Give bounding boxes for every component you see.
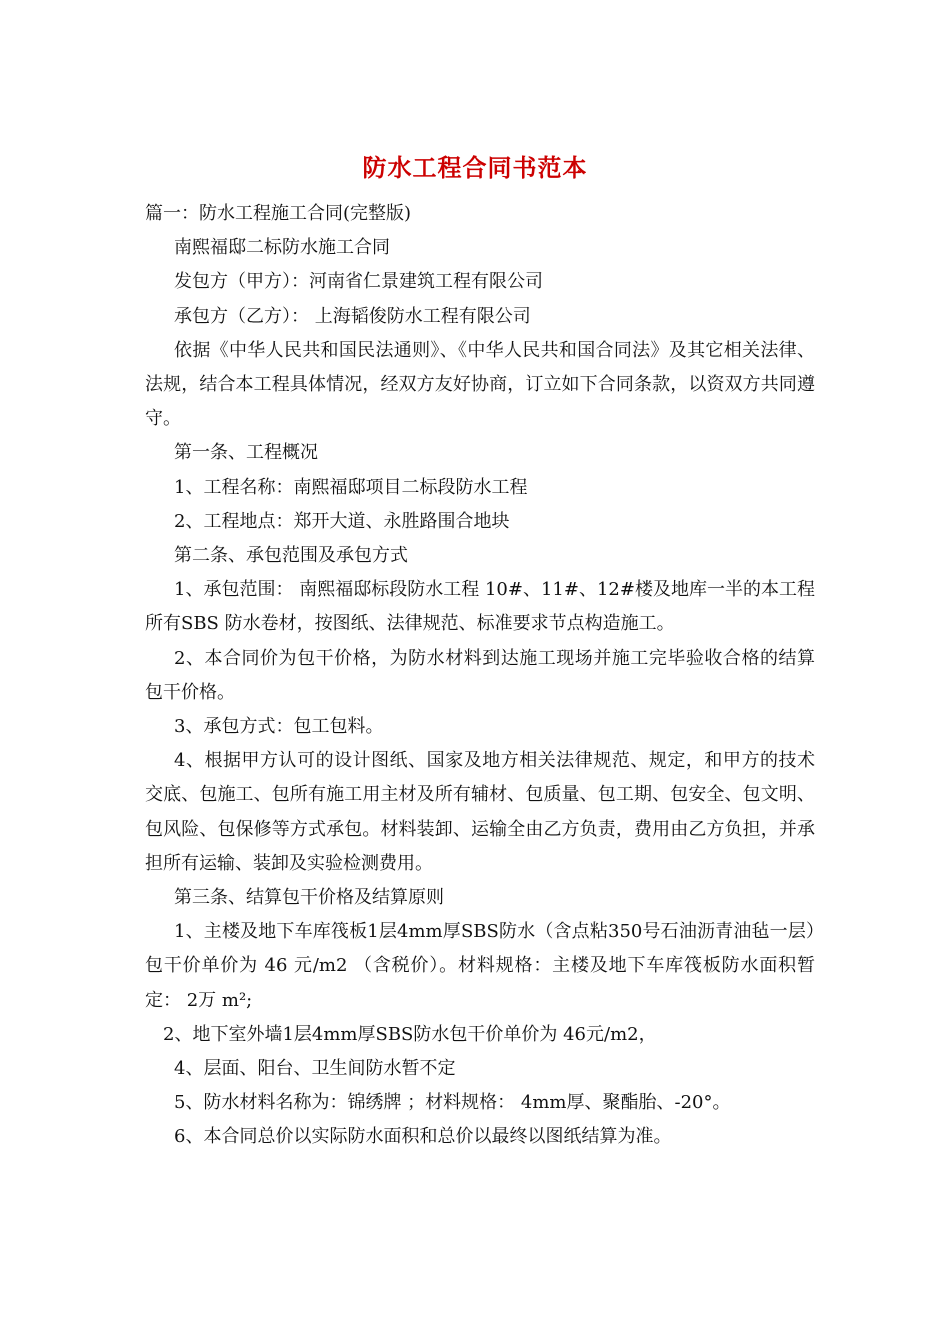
article3-item5: 5、防水材料名称为：锦绣牌 ；材料规格： 4mm厚、聚酯胎、-20°。 xyxy=(174,1092,731,1114)
article2-item1: 1、承包范围： 南熙福邸标段防水工程 10#、11#、12#楼及地库一半的本工程所有SBS 防水卷材，按图纸、法律规范、标准要求节点构造施工。 xyxy=(145,579,815,635)
article3-item1: 1、主楼及地下车库筏板1层4mm厚SBS防水（含点粘350号石油沥青油毡一层）包干价单价为 46 元/m2 （含税价）。材料规格：主楼及地下车库筏板防水面积暂定： 2万 m²; xyxy=(145,921,815,1011)
article1-item2: 2、工程地点：郑开大道、永胜路围合地块 xyxy=(174,510,510,532)
article1-heading: 第一条、工程概况 xyxy=(174,442,318,464)
party-b: 承包方（乙方）： 上海韬俊防水工程有限公司 xyxy=(174,305,531,327)
article2-item3: 3、承包方式：包工包料。 xyxy=(174,716,384,738)
article2-item2: 2、本合同价为包干价格，为防水材料到达施工现场并施工完毕验收合格的结算包干价格。 xyxy=(145,647,815,703)
contract-name: 南熙福邸二标防水施工合同 xyxy=(174,237,390,259)
article3-item4: 4、层面、阳台、卫生间防水暂不定 xyxy=(174,1058,456,1080)
article1-item1: 1、工程名称：南熙福邸项目二标段防水工程 xyxy=(174,476,528,498)
article3-heading: 第三条、结算包干价格及结算原则 xyxy=(174,887,444,909)
article2-heading: 第二条、承包范围及承包方式 xyxy=(174,545,408,567)
section-heading: 篇一：防水工程施工合同(完整版) xyxy=(145,203,412,224)
party-a: 发包方（甲方）：河南省仁景建筑工程有限公司 xyxy=(174,271,543,293)
article2-item4: 4、根据甲方认可的设计图纸、国家及地方相关法律规范、规定，和甲方的技术交底、包施工、包所有施工用主材及所有辅材、包质量、包工期、包安全、包文明、包风险、包保修等方式承包。材料装卸、运输全由乙方负责，费用由乙方负担，并承担所有运输、装卸及实验检测费用。 xyxy=(145,750,815,874)
preamble-paragraph: 依据《中华人民共和国民法通则》、《中华人民共和国合同法》及其它相关法律、法规，结合本工程具体情况，经双方友好协商，订立如下合同条款，以资双方共同遵守。 xyxy=(145,339,815,430)
document-body xyxy=(145,197,815,1155)
article3-item2: 2、地下室外墙1层4mm厚SBS防水包干价单价为 46元/m2， xyxy=(163,1023,657,1045)
document-title: 防水工程合同书范本 xyxy=(362,153,588,182)
article3-item6: 6、本合同总价以实际防水面积和总价以最终以图纸结算为准。 xyxy=(174,1126,672,1148)
